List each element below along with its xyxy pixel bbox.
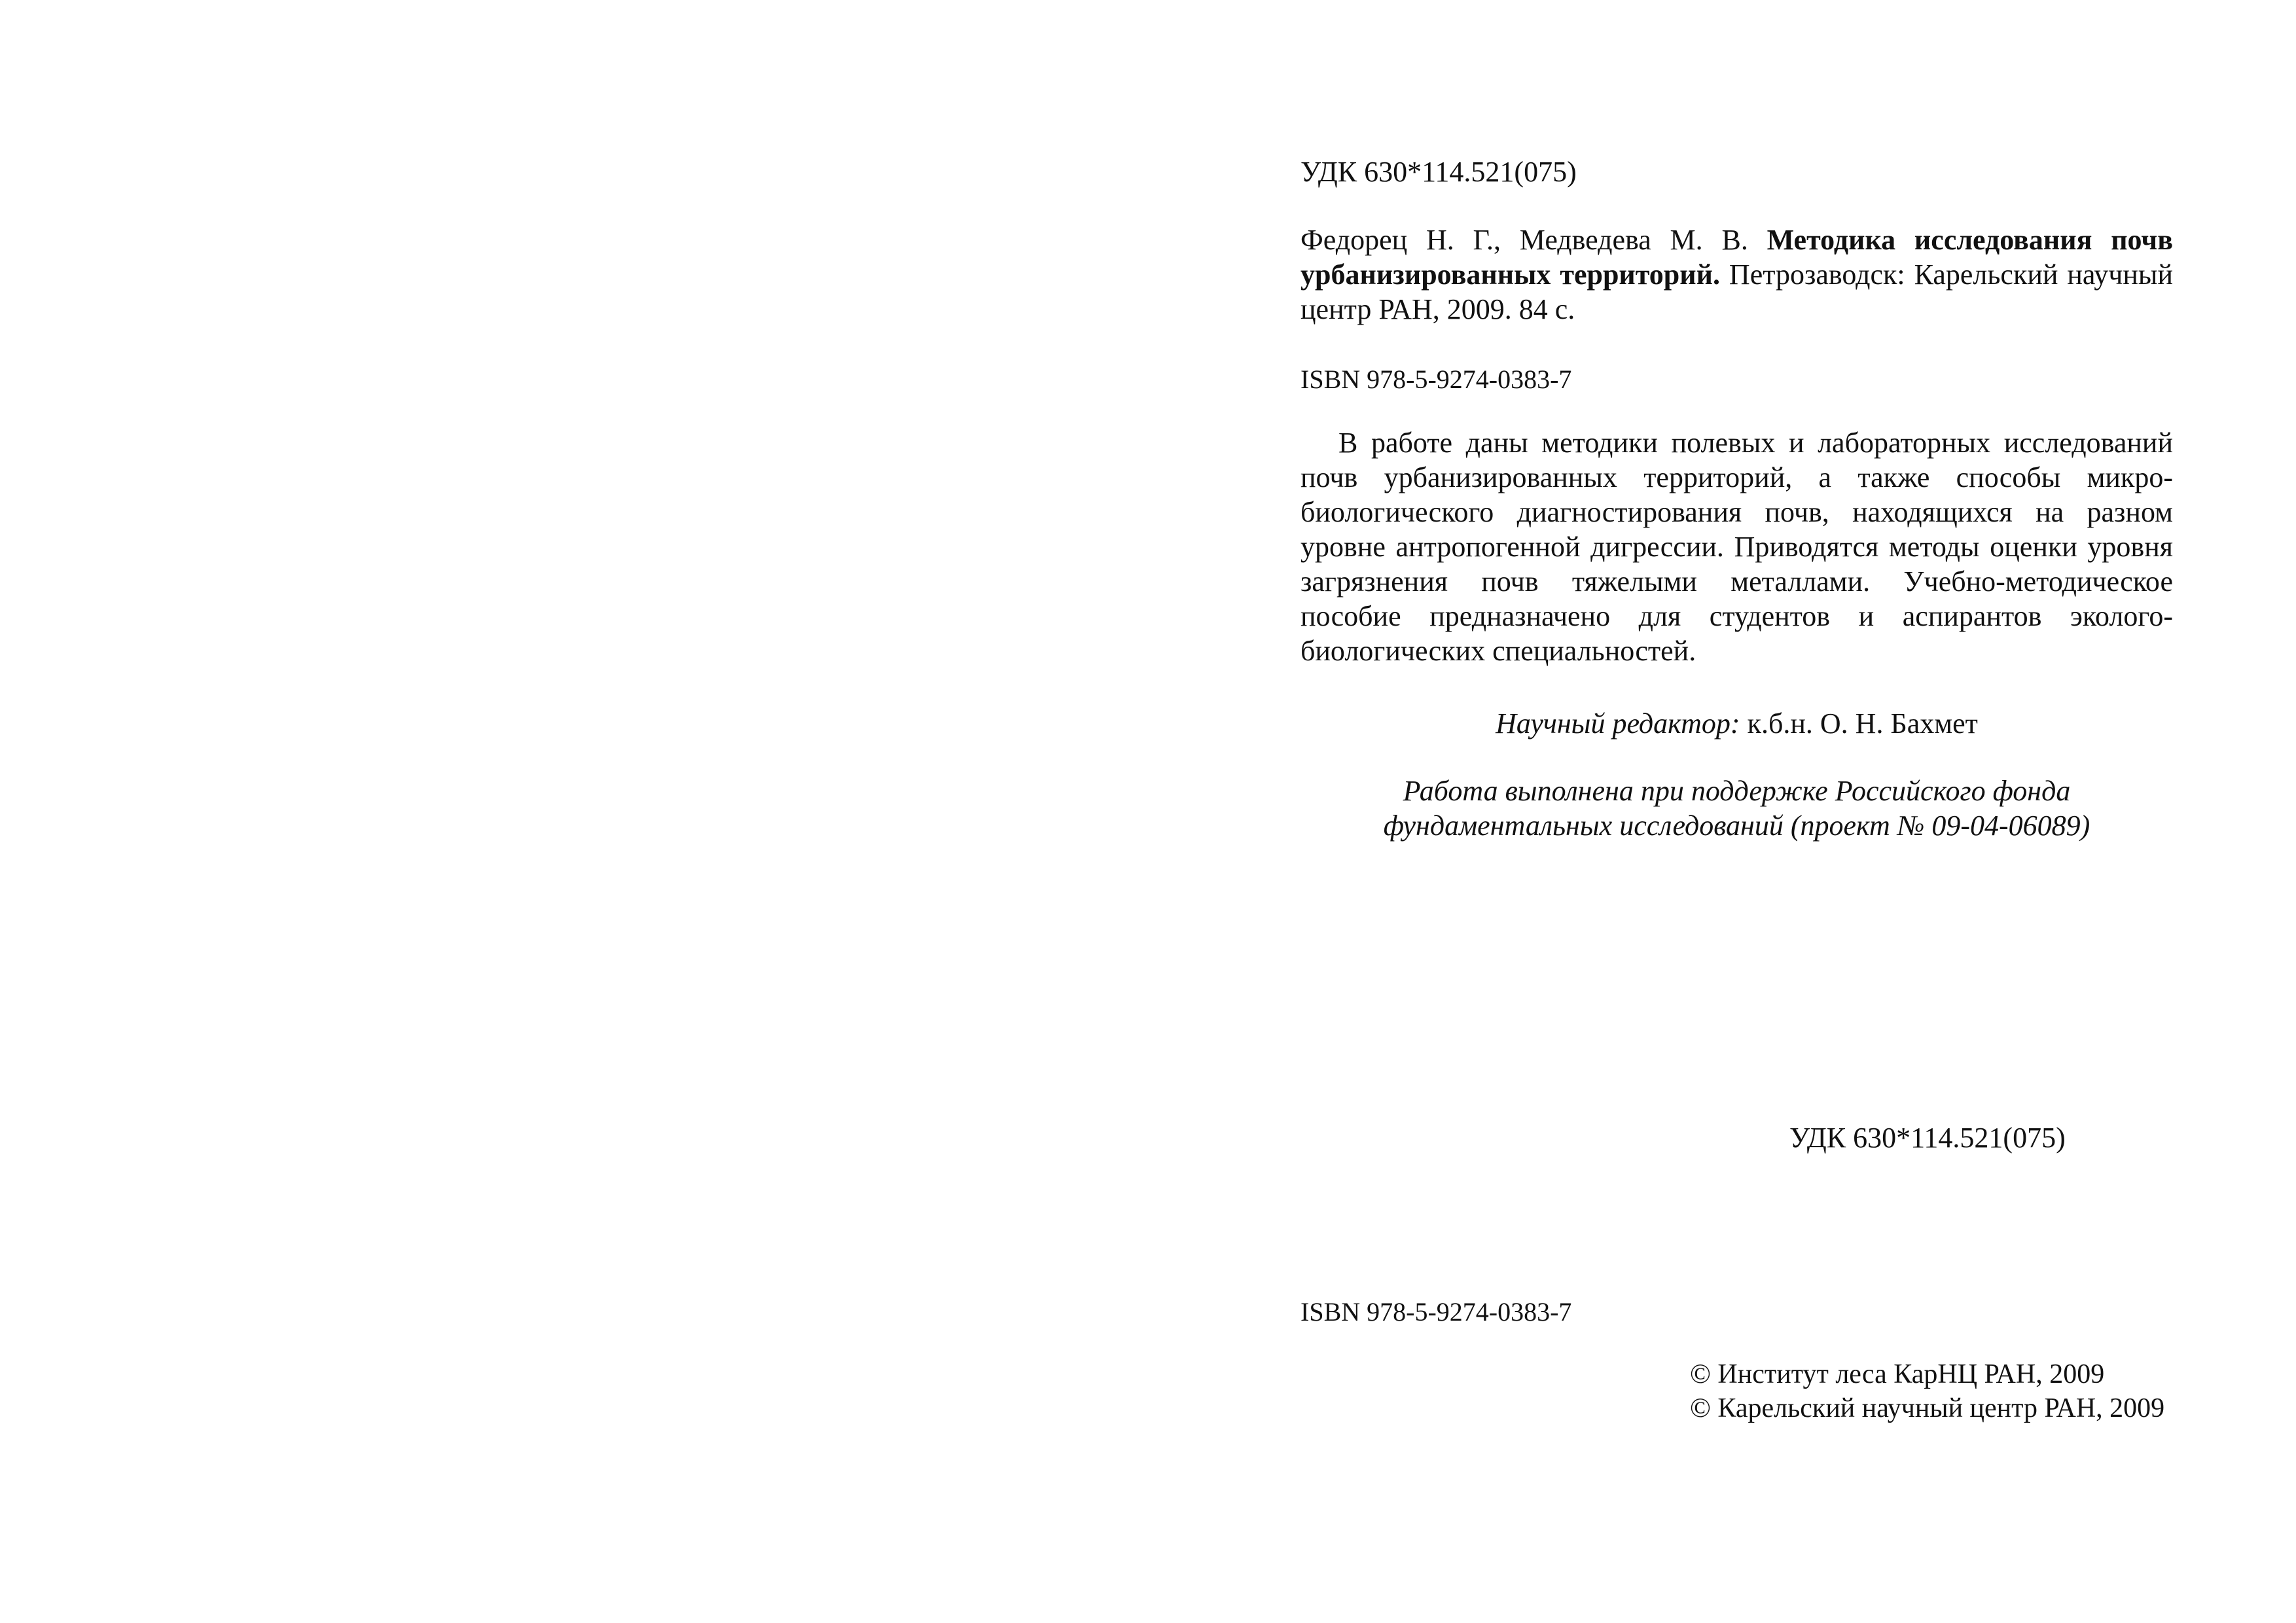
copyright-line: © Карельский научный центр РАН, 2009	[1690, 1393, 2165, 1423]
scientific-editor	[1300, 706, 2173, 741]
copyright-line: © Институт леса КарНЦ РАН, 2009	[1690, 1359, 2105, 1389]
funding-line-1: Работа выполнена при поддержке Российского фонда	[1403, 775, 2071, 807]
abstract-paragraph: В работе даны методики полевых и лабораторных исследований почв урбанизированных территорий, а также способы микробиологического диагностирования почв, находящихся на разном уровне антропогенной дигрессии. Приводятся методы оценки уровня загрязнения почв тяжелыми металлами. Учебно-методическое пособие предназначено для студентов и аспирантов эколого-биологических специальностей.	[1300, 427, 2173, 667]
funding-line-2: фундаментальных исследований (проект № 09-04-06089)	[1383, 810, 2090, 842]
copyright-block	[1690, 1357, 2164, 1425]
funding-note	[1300, 774, 2173, 843]
editor-name: к.б.н. О. Н. Бахмет	[1740, 707, 1978, 740]
citation-authors: Федорец Н. Г., Медведева М. В.	[1300, 224, 1767, 256]
editor-label: Научный редактор:	[1496, 707, 1740, 740]
isbn-top: ISBN 978-5-9274-0383-7	[1300, 365, 1572, 394]
udk-code-top: УДК 630*114.521(075)	[1300, 156, 1577, 188]
citation-publication: Петрозаводск: Карельский научный центр РАН, 2009. 84 с.	[1300, 259, 2173, 325]
udk-code-bottom: УДК 630*114.521(075)	[1789, 1122, 2066, 1154]
isbn-bottom: ISBN 978-5-9274-0383-7	[1300, 1297, 1572, 1327]
citation-title: Методика исследования почв урбанизированных территорий.	[1300, 224, 2173, 291]
bibliographic-citation	[1300, 223, 2173, 327]
